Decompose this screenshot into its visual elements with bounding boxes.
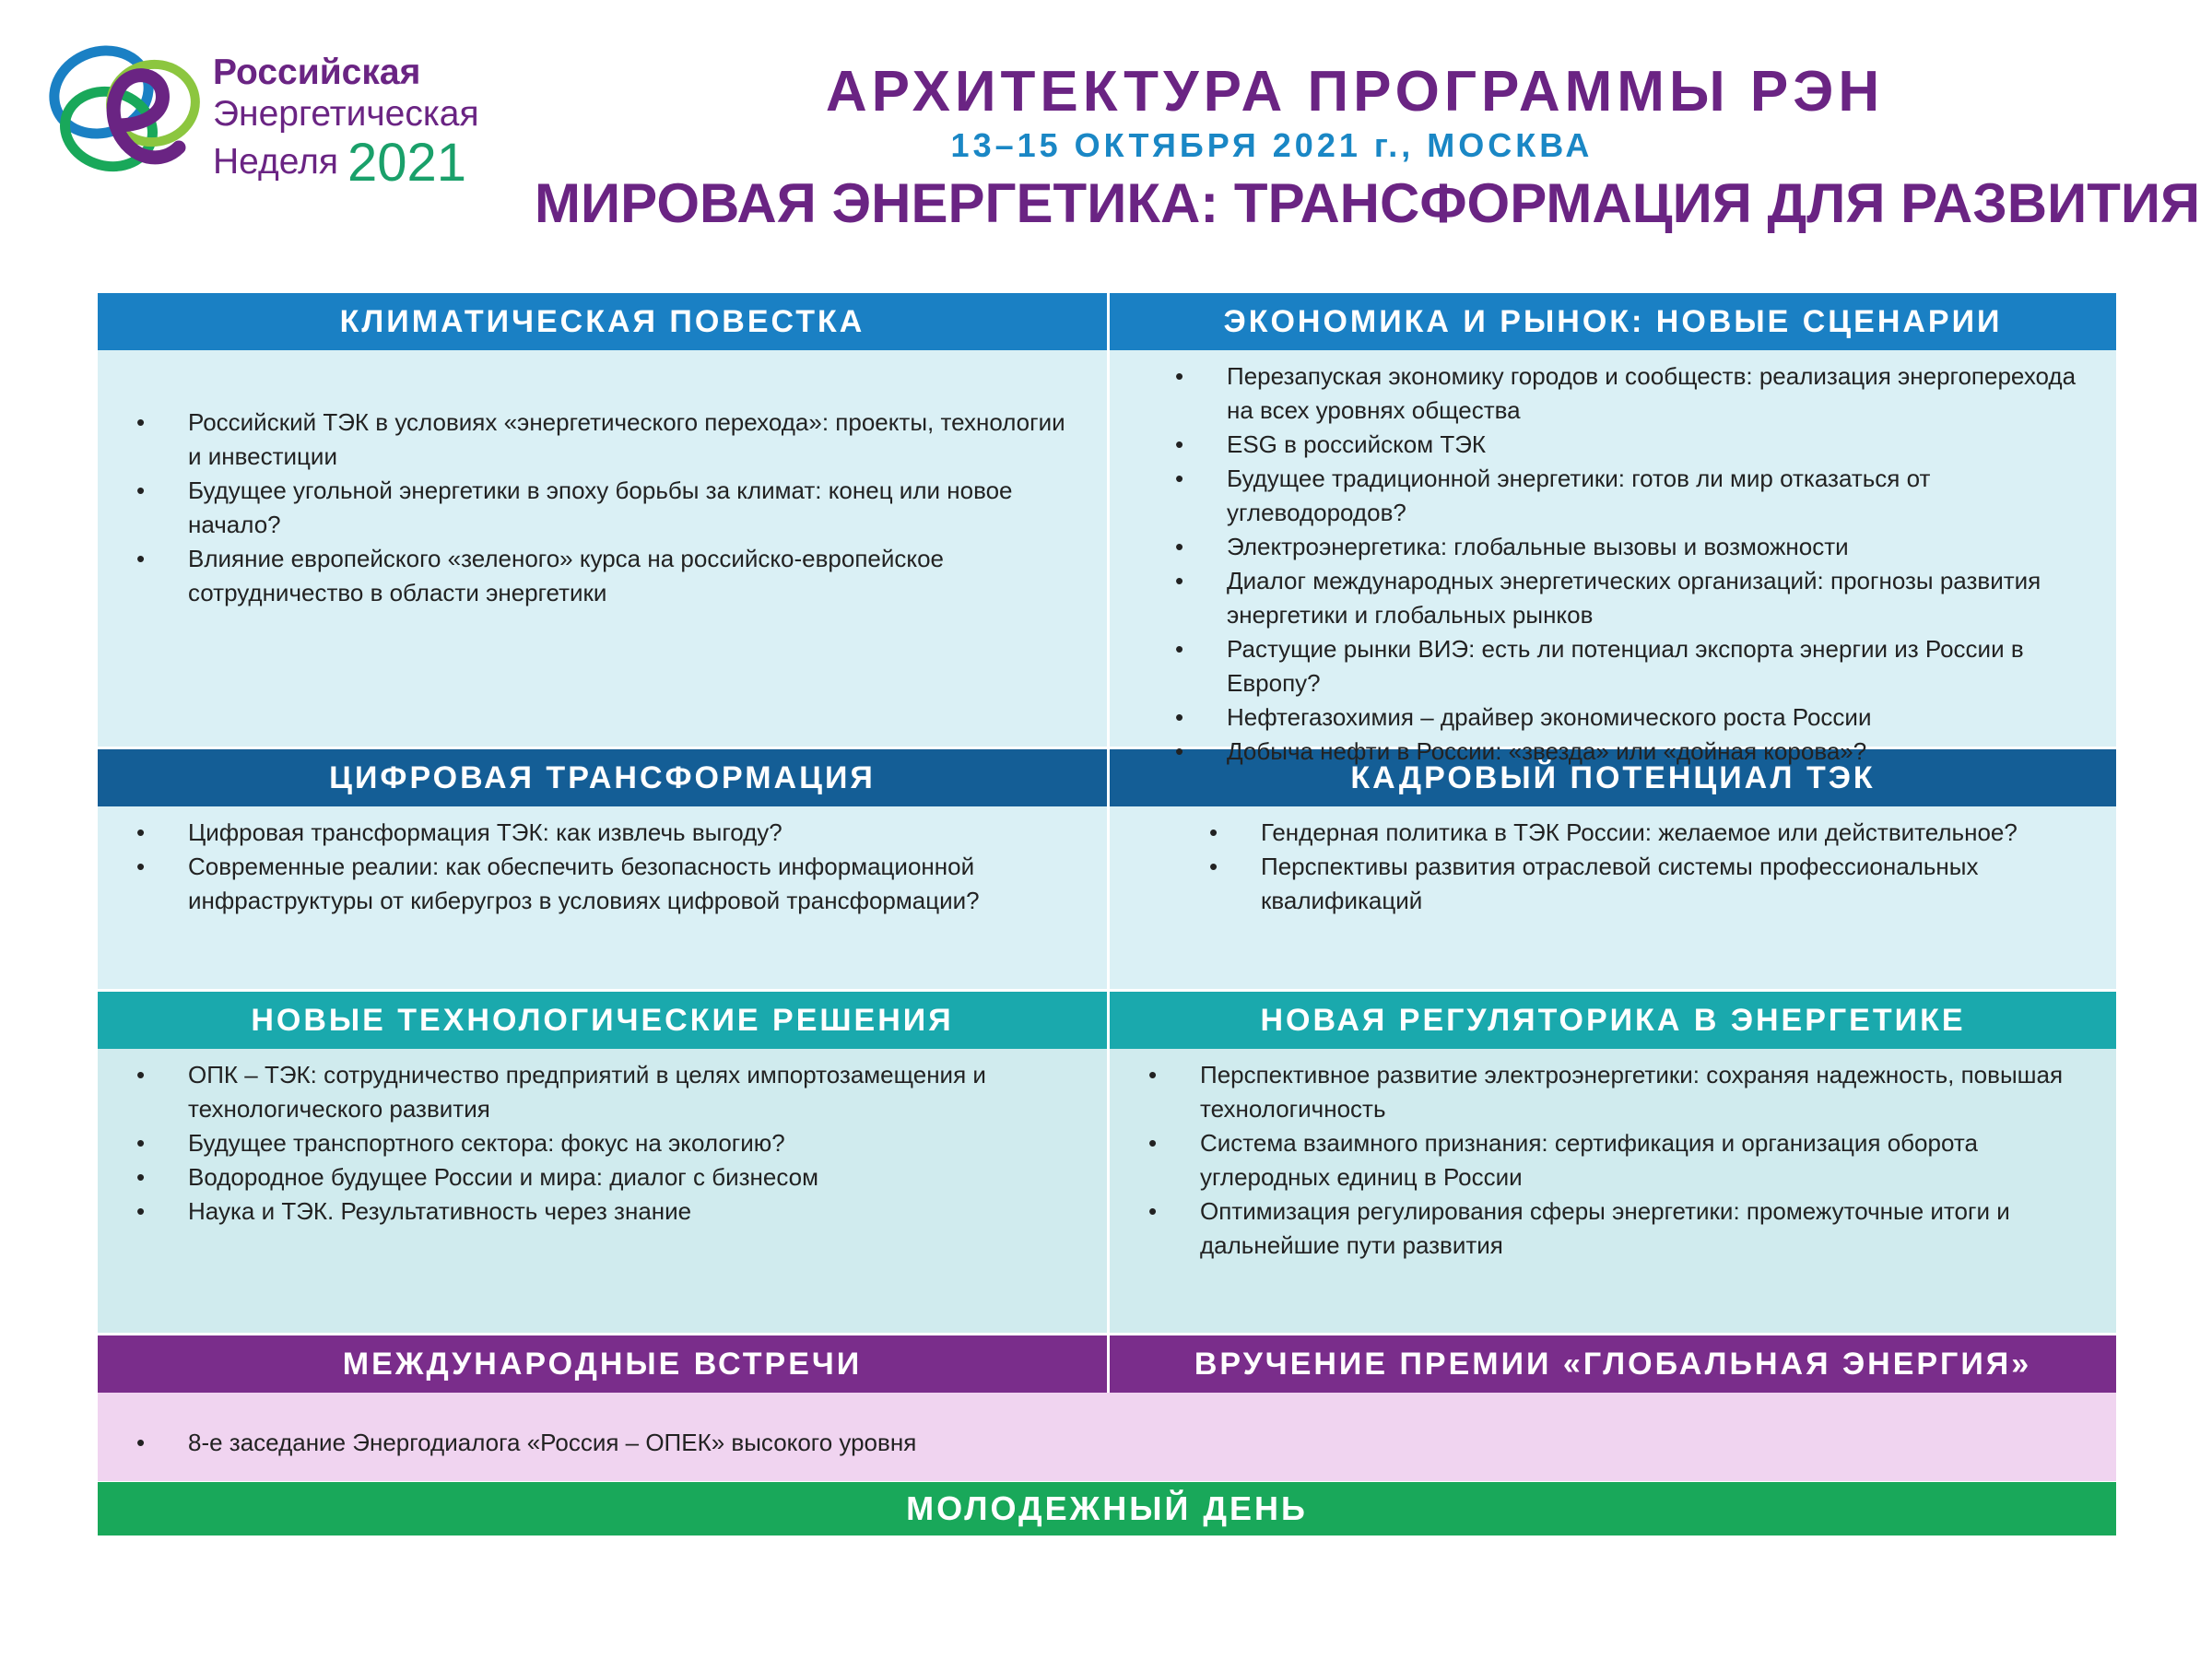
list-item: • 8-е заседание Энергодиалога «Россия – ОПЕК» высокого уровня — [188, 1426, 2079, 1460]
list-item: • Влияние европейского «зеленого» курса на российско-европейское сотрудничество в области энергетики — [188, 542, 1070, 610]
program-row — [98, 747, 2116, 989]
list-item: • Современные реалии: как обеспечить безопасность информационной инфраструктуры от киберугроз в условиях цифровой трансформации? — [188, 850, 1070, 918]
section-header: КАДРОВЫЙ ПОТЕНЦИАЛ ТЭК — [1110, 749, 2116, 806]
section-climate — [98, 293, 1107, 747]
page-title-text: АРХИТЕКТУРА ПРОГРАММЫ РЭН — [825, 60, 1885, 124]
section-header: МЕЖДУНАРОДНЫЕ ВСТРЕЧИ — [98, 1335, 1107, 1393]
section-body — [1110, 350, 2116, 765]
program-row — [98, 1333, 2116, 1481]
list-item: • Наука и ТЭК. Результативность через знание — [188, 1194, 1070, 1229]
section-body — [98, 350, 1107, 747]
section-headers — [98, 1335, 2116, 1393]
section-list — [1227, 359, 2083, 769]
list-item: • Оптимизация регулирования сферы энергетики: промежуточные итоги и дальнейшие пути развития — [1200, 1194, 2083, 1263]
list-item: • Гендерная политика в ТЭК России: желаемое или действительное? — [1261, 816, 2083, 850]
rew-logo-swirl-icon — [44, 37, 206, 184]
list-item: • Перспективное развитие электроэнергетики: сохраняя надежность, повышая технологичность — [1200, 1058, 2083, 1126]
section-list — [188, 1058, 1070, 1229]
section-youth-banner: МОЛОДЕЖНЫЙ ДЕНЬ — [98, 1482, 2116, 1535]
section-list — [1200, 1058, 2083, 1263]
section-list — [188, 816, 1070, 918]
section-tech — [98, 992, 1107, 1333]
section-digital — [98, 749, 1107, 989]
event-logo — [44, 37, 524, 203]
logo-line-3 — [213, 133, 479, 193]
program-grid — [98, 293, 2116, 1481]
list-item: • Будущее традиционной энергетики: готов ли мир отказаться от углеводородов? — [1227, 462, 2083, 530]
list-item: • Система взаимного признания: сертификация и организация оборота углеродных единиц в России — [1200, 1126, 2083, 1194]
logo-line-2: Энергетическая — [213, 94, 479, 134]
section-list — [1261, 816, 2083, 918]
list-item: • Диалог международных энергетических организаций: прогнозы развития энергетики и глобальных рынков — [1227, 564, 2083, 632]
logo-text — [213, 52, 479, 193]
section-personnel — [1107, 749, 2116, 989]
logo-line-1: Российская — [213, 53, 421, 92]
section-body — [98, 806, 1107, 989]
section-international — [98, 1335, 2116, 1481]
event-theme: МИРОВАЯ ЭНЕРГЕТИКА: ТРАНСФОРМАЦИЯ ДЛЯ РАЗВИТИЯ — [535, 172, 2201, 234]
section-body — [98, 1049, 1107, 1333]
list-item: • Электроэнергетика: глобальные вызовы и возможности — [1227, 530, 2083, 564]
section-header: КЛИМАТИЧЕСКАЯ ПОВЕСТКА — [98, 293, 1107, 350]
list-item: • Будущее угольной энергетики в эпоху борьбы за климат: конец или новое начало? — [188, 474, 1070, 542]
list-item: • ОПК – ТЭК: сотрудничество предприятий в целях импортозамещения и технологического развития — [188, 1058, 1070, 1126]
list-item: • Водородное будущее России и мира: диалог с бизнесом — [188, 1160, 1070, 1194]
section-international-header — [98, 1335, 1107, 1393]
section-header: ЭКОНОМИКА И РЫНОК: НОВЫЕ СЦЕНАРИИ — [1110, 293, 2116, 350]
section-header: НОВЫЕ ТЕХНОЛОГИЧЕСКИЕ РЕШЕНИЯ — [98, 992, 1107, 1049]
list-item: • Нефтегазохимия – драйвер экономического роста России — [1227, 700, 2083, 735]
list-item: • ESG в российском ТЭК — [1227, 428, 2083, 462]
list-item: • Растущие рынки ВИЭ: есть ли потенциал экспорта энергии из России в Европу? — [1227, 632, 2083, 700]
section-body — [1110, 1049, 2116, 1333]
list-item: • Будущее транспортного сектора: фокус на экологию? — [188, 1126, 1070, 1160]
section-header: ЦИФРОВАЯ ТРАНСФОРМАЦИЯ — [98, 749, 1107, 806]
program-row — [98, 989, 2116, 1333]
logo-year: 2021 — [347, 133, 467, 193]
section-award-header — [1107, 1335, 2116, 1393]
section-regulation — [1107, 992, 2116, 1333]
program-row — [98, 293, 2116, 765]
section-list — [188, 406, 1070, 610]
section-body — [1110, 806, 2116, 989]
section-header: НОВАЯ РЕГУЛЯТОРИКА В ЭНЕРГЕТИКЕ — [1110, 992, 2116, 1049]
list-item: • Перезапуская экономику городов и сообществ: реализация энергоперехода на всех уровнях общества — [1227, 359, 2083, 428]
logo-line-3-text: Неделя — [213, 142, 339, 182]
list-item: • Перспективы развития отраслевой системы профессиональных квалификаций — [1261, 850, 2083, 918]
list-item: • Российский ТЭК в условиях «энергетического перехода»: проекты, технологии и инвестиции — [188, 406, 1070, 474]
section-list — [188, 1426, 2079, 1460]
section-body — [98, 1393, 2116, 1481]
list-item: • Цифровая трансформация ТЭК: как извлечь выгоду? — [188, 816, 1070, 850]
event-dates: 13–15 ОКТЯБРЯ 2021 г., МОСКВА — [950, 126, 1594, 164]
list-item: • Добыча нефти в России: «звезда» или «дойная корова»? — [1227, 735, 2083, 769]
section-economy — [1107, 293, 2116, 765]
section-header: ВРУЧЕНИЕ ПРЕМИИ «ГЛОБАЛЬНАЯ ЭНЕРГИЯ» — [1110, 1335, 2116, 1393]
